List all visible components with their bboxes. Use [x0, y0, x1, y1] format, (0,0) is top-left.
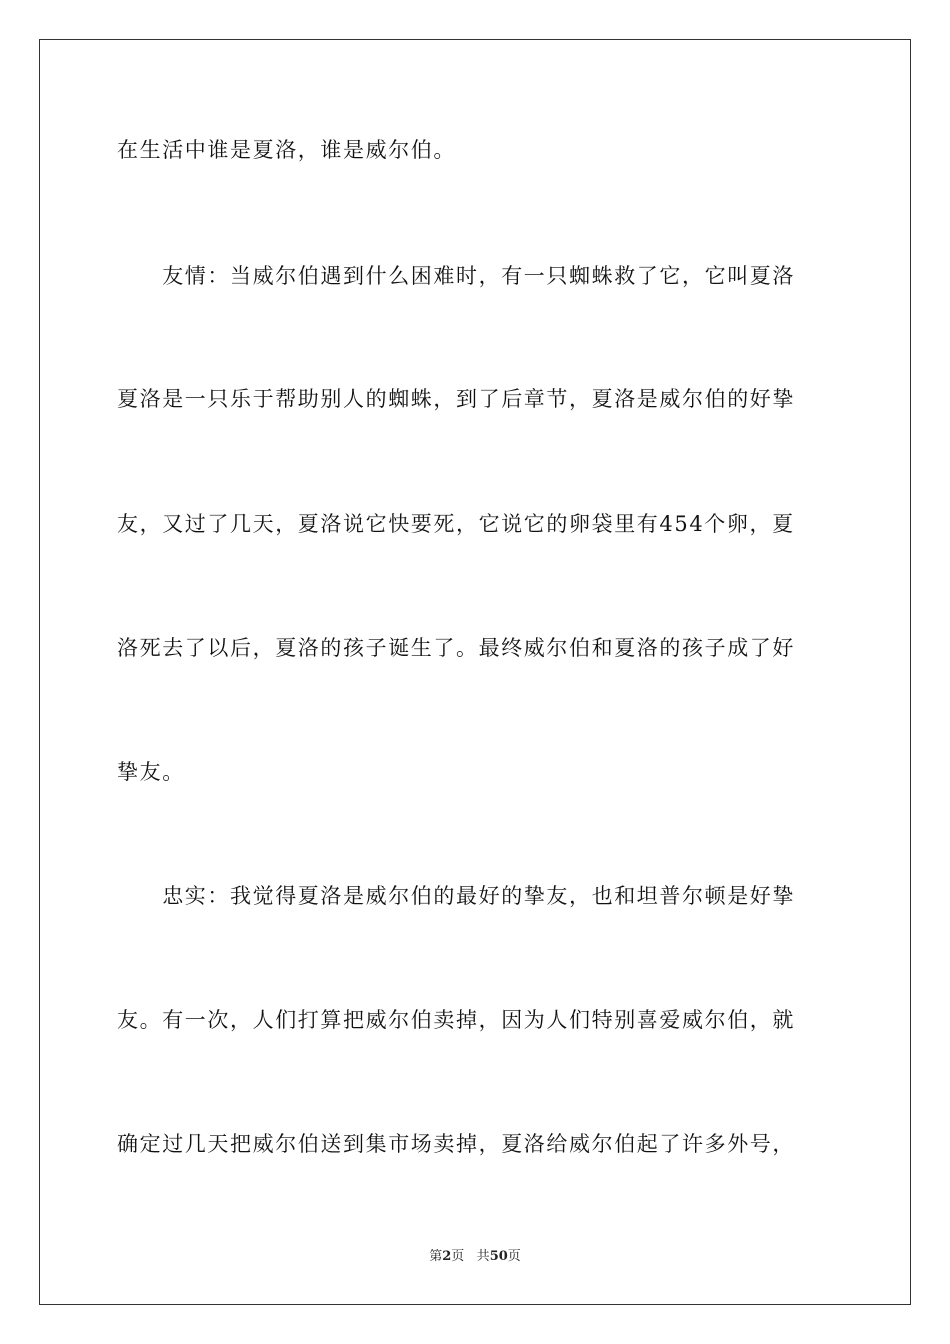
total-suffix: 页	[507, 1249, 521, 1264]
text-line-6: 挚友。	[117, 760, 185, 784]
text-line-7: 忠实：我觉得夏洛是威尔伯的最好的挚友，也和坦普尔顿是好挚	[117, 884, 795, 908]
text-line-5: 洛死去了以后，夏洛的孩子诞生了。最终威尔伯和夏洛的孩子成了好	[117, 636, 795, 660]
text-line-4: 友，又过了几天，夏洛说它快要死，它说它的卵袋里有454个卵，夏	[117, 512, 795, 536]
page-suffix: 页	[451, 1249, 465, 1264]
text-line-8: 友。有一次，人们打算把威尔伯卖掉，因为人们特别喜爱威尔伯，就	[117, 1008, 795, 1032]
page-number: 2	[442, 1249, 452, 1264]
text-line-9: 确定过几天把威尔伯送到集市场卖掉，夏洛给威尔伯起了许多外号，	[117, 1132, 795, 1156]
text-line-3: 夏洛是一只乐于帮助别人的蜘蛛，到了后章节，夏洛是威尔伯的好挚	[117, 387, 795, 411]
total-pages: 50	[489, 1249, 508, 1264]
page-prefix: 第	[429, 1249, 443, 1264]
page-border	[39, 39, 911, 1305]
total-prefix: 共	[476, 1249, 490, 1264]
text-line-2: 友情：当威尔伯遇到什么困难时，有一只蜘蛛救了它，它叫夏洛	[117, 264, 795, 288]
text-line-1: 在生活中谁是夏洛，谁是威尔伯。	[117, 138, 456, 162]
page-footer	[0, 1248, 950, 1266]
